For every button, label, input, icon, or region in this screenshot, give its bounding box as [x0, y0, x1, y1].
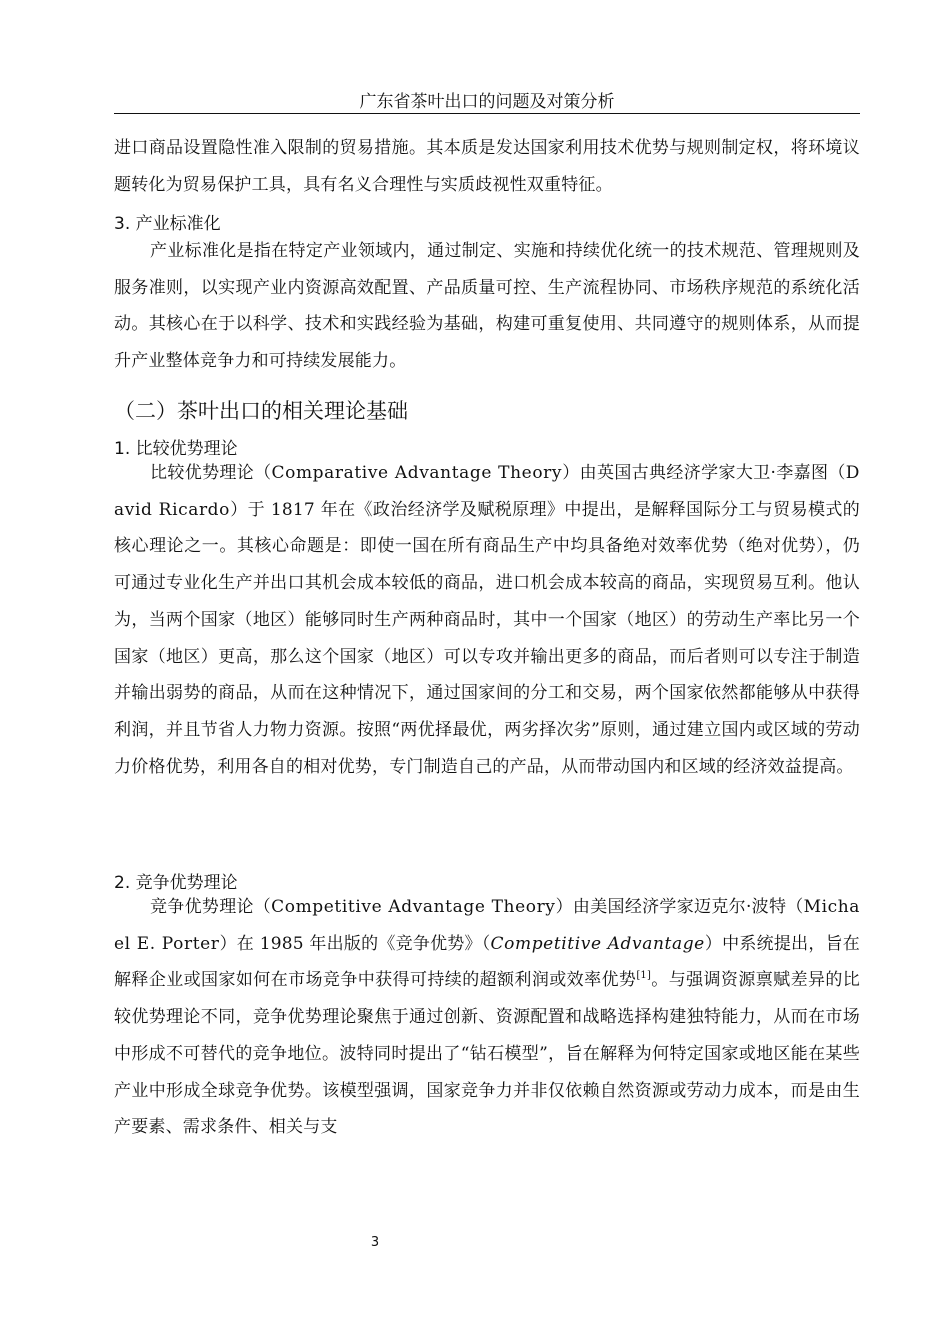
- english-name: Michael E. Porter: [114, 897, 861, 954]
- text-run: ）于 1817 年在《政治经济学及赋税原理》中提出，是解释国际分工与贸易模式的核心理论之一。其核心命题是：即使一国在所有商品生产中均具备绝对效率优势（绝对优势），仍可通过专业化生产并出口其机会成本较低的商品，进口机会成本较高的商品，实现贸易互利。他认为，当两个国家（地区）能够同时生产两种商品时，其中一个国家（地区）的劳动生产率比另一个国家（地区）更高，那么这个国家（地区）可以专攻并输出更多的商品，而后者则可以专注于制造并输出弱势的商品，从而在这种情况下，通过国家间的分工和交易，两个国家依然都能够从中获得利润，并且节省人力物力资源。按照“两优择最优，两劣择次劣”原则，通过建立国内或区域的劳动力价格优势，利用各自的相对优势，专门制造自己的产品，从而带动国内和区域的经济效益提高。: [114, 499, 860, 777]
- section-heading-2: （二）茶叶出口的相关理论基础: [114, 399, 408, 423]
- running-header: 广东省茶叶出口的问题及对策分析: [359, 92, 615, 112]
- subsection-heading-1: 1. 比较优势理论: [114, 439, 238, 459]
- subsection-comparative-advantage: [114, 437, 860, 785]
- text-run: 。与强调资源禀赋差异的比较优势理论不同，竞争优势理论聚焦于通过创新、资源配置和战略选择构建独特能力，从而在市场中形成不可替代的竞争地位。波特同时提出了“钻石模型”，旨在解释为何特定国家或地区能在某些产业中形成全球竞争优势。该模型强调，国家竞争力并非仅依赖自然资源或劳动力成本，而是由生产要素、需求条件、相关与支: [114, 970, 860, 1138]
- paragraph-comparative-advantage: [114, 455, 860, 785]
- text-run: 竞争优势理论（: [150, 897, 272, 917]
- page-number: 3: [370, 1235, 380, 1250]
- paragraph-continuation-block: [114, 130, 860, 203]
- paragraph-competitive-advantage: [114, 889, 860, 1146]
- subsection-industry-standardization: [114, 212, 860, 380]
- subsection-heading-3: 3. 产业标准化: [114, 214, 221, 234]
- english-name: David Ricardo: [114, 463, 860, 520]
- text-run: 比较优势理论（: [150, 463, 272, 483]
- section-block-2: [114, 396, 860, 426]
- english-book-title: Competitive Advantage: [490, 933, 705, 954]
- paragraph-industry-standardization: 产业标准化是指在特定产业领域内，通过制定、实施和持续优化统一的技术规范、管理规则及服务准则，以实现产业内资源高效配置、产品质量可控、生产流程协同、市场秩序规范的系统化活动。其核心在于以科学、技术和实践经验为基础，构建可重复使用、共同遵守的规则体系，从而提升产业整体竞争力和可持续发展能力。: [114, 241, 860, 372]
- header-rule: [114, 113, 860, 114]
- text-run: ）中系统提出，旨在解释企业或国家如何在市场竞争中获得可持续的超额利润或效率优势: [114, 933, 860, 991]
- text-run: ）在 1985 年出版的《竞争优势》（: [219, 933, 491, 954]
- subsection-competitive-advantage: [114, 871, 860, 1146]
- citation-marker: [1]: [636, 970, 652, 982]
- text-run: ）由英国古典经济学家大卫·李嘉图（: [562, 463, 846, 483]
- paragraph-continuation: 进口商品设置隐性准入限制的贸易措施。其本质是发达国家利用技术优势与规则制定权，将环境议题转化为贸易保护工具，具有名义合理性与实质歧视性双重特征。: [114, 138, 860, 195]
- text-run: ）由美国经济学家迈克尔·波特（: [555, 897, 804, 917]
- english-term: Comparative Advantage Theory: [271, 463, 563, 483]
- subsection-heading-2: 2. 竞争优势理论: [114, 873, 238, 893]
- english-term: Competitive Advantage Theory: [271, 897, 556, 917]
